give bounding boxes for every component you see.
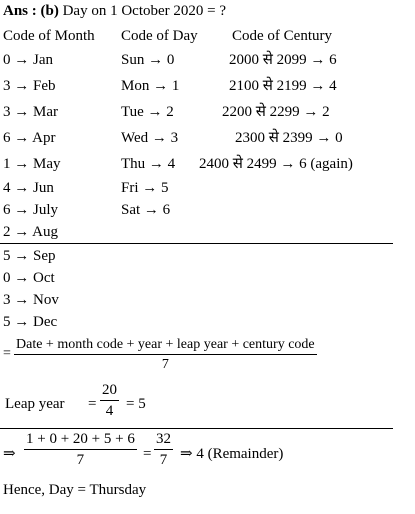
leap-year-fraction — [100, 383, 119, 419]
question-text: Day on 1 October 2020 = ? — [62, 3, 227, 19]
leap-year-numerator: 20 — [100, 383, 119, 401]
calc-numerator-simplified: 32 — [154, 432, 173, 450]
month-code-row: 4 → Jun — [3, 180, 54, 196]
day-code-row: Wed → 3 — [121, 130, 179, 146]
leap-year-result: = 5 — [126, 396, 146, 412]
calc-fraction — [24, 432, 137, 468]
formula-equals: = — [3, 346, 11, 361]
divider — [0, 243, 393, 244]
day-code-row: Fri → 5 — [121, 180, 169, 196]
calc-result: ⇒ 4 (Remainder) — [180, 446, 284, 462]
day-code-row: Sat → 6 — [121, 202, 171, 218]
formula-denominator: 7 — [161, 357, 169, 372]
day-code-row: Sun → 0 — [121, 52, 175, 68]
header-month-code: Code of Month — [3, 28, 95, 44]
century-code-row: 2300 से 2399 → 0 — [235, 130, 343, 146]
divider — [0, 428, 393, 429]
header-century-code: Code of Century — [232, 28, 332, 44]
month-code-row: 1 → May — [3, 156, 61, 172]
leap-year-label: Leap year — [5, 396, 65, 412]
month-code-row: 0 → Jan — [3, 52, 53, 68]
formula-fraction — [14, 338, 317, 372]
month-code-row: 2 → Aug — [3, 224, 59, 240]
leap-year-equals: = — [88, 396, 97, 412]
leap-year-denominator: 4 — [105, 403, 114, 419]
calc-denominator: 7 — [76, 452, 85, 468]
calc-arrow: ⇒ — [3, 446, 16, 462]
month-code-row: 5 → Dec — [3, 314, 58, 330]
century-code-row: 2400 से 2499 → 6 (again) — [199, 156, 353, 172]
calc-denominator-simplified: 7 — [159, 452, 168, 468]
calc-fraction-simplified — [154, 432, 173, 468]
header-day-code: Code of Day — [121, 28, 198, 44]
month-code-row: 3 → Mar — [3, 104, 58, 120]
day-code-row: Mon → 1 — [121, 78, 180, 94]
calc-numerator: 1 + 0 + 20 + 5 + 6 — [24, 432, 137, 450]
month-code-row: 6 → July — [3, 202, 59, 218]
conclusion-text: Hence, Day = Thursday — [3, 482, 147, 498]
month-code-row: 5 → Sep — [3, 248, 56, 264]
answer-prefix: Ans : (b) — [3, 3, 59, 19]
formula-numerator: Date + month code + year + leap year + century code — [14, 338, 317, 355]
day-code-row: Tue → 2 — [121, 104, 174, 120]
month-code-row: 6 → Apr — [3, 130, 56, 146]
month-code-row: 3 → Nov — [3, 292, 59, 308]
calc-equals: = — [143, 446, 152, 462]
day-code-row: Thu → 4 — [121, 156, 176, 172]
century-code-row: 2200 से 2299 → 2 — [222, 104, 330, 120]
century-code-row: 2100 से 2199 → 4 — [229, 78, 337, 94]
month-code-row: 0 → Oct — [3, 270, 55, 286]
century-code-row: 2000 से 2099 → 6 — [229, 52, 337, 68]
month-code-row: 3 → Feb — [3, 78, 56, 94]
answer-line — [3, 4, 226, 19]
